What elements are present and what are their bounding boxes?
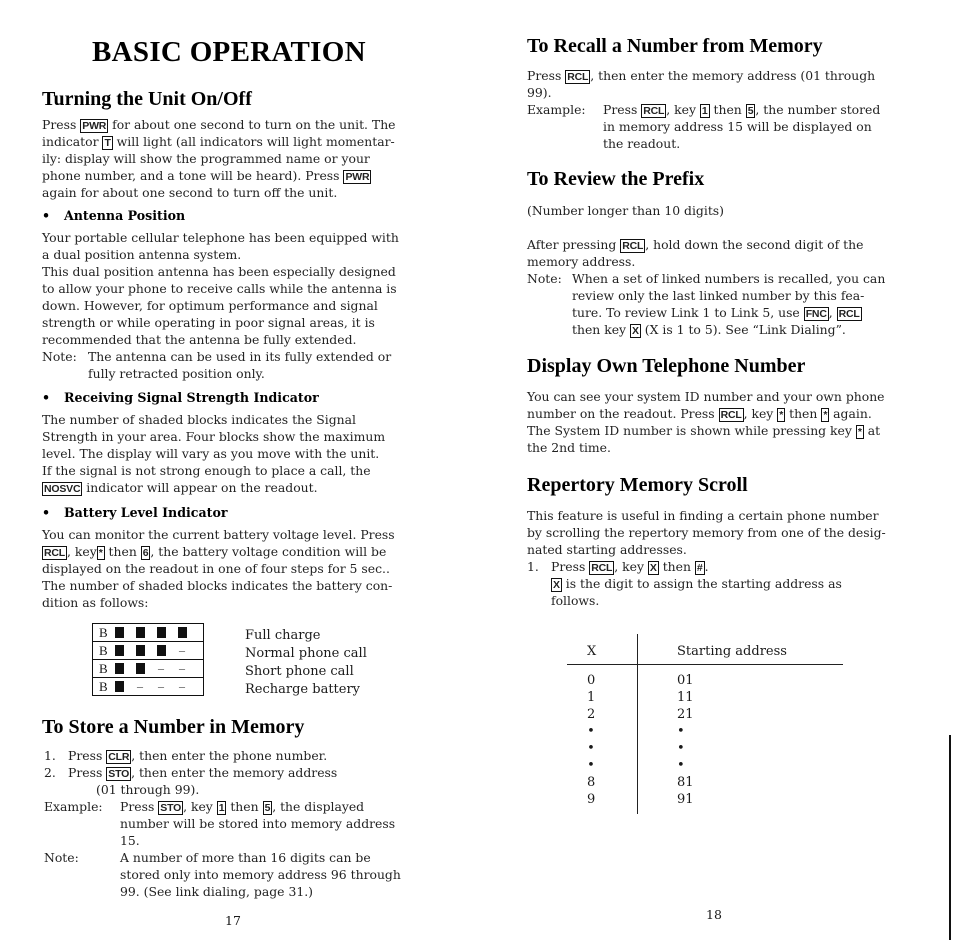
table-divider-horizontal <box>567 664 843 665</box>
battery-desc: Recharge battery <box>245 682 361 697</box>
heading-review-prefix: To Review the Prefix <box>527 168 705 190</box>
table-address-column <box>677 672 694 808</box>
battery-label: B <box>99 625 108 640</box>
battery-block-empty: – <box>179 661 185 675</box>
heading-recall-number: To Recall a Number from Memory <box>527 35 823 57</box>
heading-display-own-number: Display Own Telephone Number <box>527 355 806 377</box>
rcl-key-icon: RCL <box>591 562 613 574</box>
table-cell: • <box>587 724 595 739</box>
battery-block-filled <box>115 681 124 692</box>
sto-key-icon: STO <box>108 768 130 780</box>
table-cell: 11 <box>677 690 694 705</box>
battery-row <box>93 678 203 695</box>
x-key-icon: X <box>632 325 639 337</box>
battery-block-empty: – <box>179 643 185 657</box>
battery-block-filled <box>178 627 187 638</box>
scroll-paragraph: This feature is useful in finding a certain phone number by scrolling the repertory memory from one of the desig- nated starting addresses. <box>527 508 886 557</box>
scroll-step: Press RCL , key X then # . X is the digit to assign the starting address as follows. <box>551 559 842 608</box>
signal-paragraph: The number of shaded blocks indicates the Signal Strength in your area. Four blocks show the maximum level. The display will vary as you move with the unit. If the signal is not strong enough to place a call, the NOSVC indicator will appear on the readout. <box>42 412 386 495</box>
own-number-paragraph: You can see your system ID number and your own phone number on the readout. Press RCL , key * then * again. The System ID number is shown while pressing key * at the 2nd time. <box>527 389 885 455</box>
battery-label: B <box>99 661 108 676</box>
fnc-key-icon: FNC <box>805 308 827 320</box>
heading-turning-on-off: Turning the Unit On/Off <box>42 88 252 110</box>
store-note: A number of more than 16 digits can be stored only into memory address 96 through 99. (See link dialing, page 31.) <box>120 850 401 899</box>
antenna-heading: • Antenna Position <box>42 208 185 223</box>
battery-level-table <box>92 623 204 696</box>
recall-paragraph: Press RCL , then enter the memory address (01 through 99). <box>527 68 876 100</box>
t-indicator-icon: T <box>104 137 111 149</box>
table-cell: 0 <box>587 673 596 688</box>
table-cell: 01 <box>677 673 694 688</box>
table-cell: • <box>587 741 595 756</box>
battery-block-filled <box>115 627 124 638</box>
table-divider-vertical <box>637 634 638 814</box>
prefix-paragraph: After pressing RCL , hold down the second digit of the memory address. <box>527 237 864 269</box>
battery-block-empty: – <box>137 679 143 693</box>
page-edge-line <box>949 735 951 940</box>
rcl-key-icon: RCL <box>720 409 742 421</box>
clr-key-icon: CLR <box>108 751 130 763</box>
table-cell: • <box>677 724 685 739</box>
battery-row <box>93 660 203 678</box>
table-header-x: X <box>587 644 597 659</box>
battery-level-descriptions <box>245 627 367 699</box>
table-cell: 2 <box>587 707 596 722</box>
star-key-icon: * <box>857 426 862 438</box>
battery-block-filled <box>136 645 145 656</box>
rcl-key-icon: RCL <box>44 547 65 559</box>
no-service-indicator-icon: NOSVC <box>44 483 81 495</box>
table-cell: • <box>677 758 685 773</box>
battery-block-empty: – <box>158 679 164 693</box>
store-step1: Press CLR , then enter the phone number. <box>68 748 328 763</box>
pound-key-icon: # <box>696 562 703 574</box>
star-key-icon: * <box>98 547 103 559</box>
sto-key-icon: STO <box>160 802 182 814</box>
table-cell: 1 <box>587 690 596 705</box>
table-cell: 8 <box>587 775 596 790</box>
page-number-left: 17 <box>225 913 241 928</box>
table-x-column <box>587 672 595 808</box>
battery-block-empty: – <box>158 661 164 675</box>
x-key-icon: X <box>649 562 657 574</box>
power-paragraph: Press PWR for about one second to turn on the unit. The indicator T will light (all indicators will light momentar- ily: display will show the programmed name or your phone number, and a tone will be heard). Press PWR again for about one second to turn off the unit. <box>42 117 396 200</box>
six-key-icon: 6 <box>142 547 149 559</box>
store-step1-num: 1. <box>44 748 56 763</box>
five-key-icon: 5 <box>264 802 271 814</box>
table-header-address: Starting address <box>677 644 787 659</box>
battery-block-filled <box>136 663 145 674</box>
prefix-note-label: Note: <box>527 271 562 286</box>
table-cell: 21 <box>677 707 694 722</box>
battery-block-filled <box>115 645 124 656</box>
battery-label: B <box>99 679 108 694</box>
table-cell: 9 <box>587 792 596 807</box>
battery-block-filled <box>115 663 124 674</box>
antenna-note: The antenna can be used in its fully extended or fully retracted position only. <box>88 349 392 381</box>
signal-heading: • Receiving Signal Strength Indicator <box>42 390 319 405</box>
rcl-key-icon: RCL <box>567 71 589 83</box>
rcl-key-icon: RCL <box>622 240 644 252</box>
store-example: Press STO , key 1 then 5 , the displayed number will be stored into memory address 15. <box>120 799 396 848</box>
store-note-label: Note: <box>44 850 79 865</box>
battery-desc: Short phone call <box>245 664 354 679</box>
scroll-step-num: 1. <box>527 559 539 574</box>
prefix-subtitle: (Number longer than 10 digits) <box>527 203 724 218</box>
recall-example-label: Example: <box>527 102 586 117</box>
x-key-icon: X <box>553 579 560 591</box>
rcl-key-icon: RCL <box>838 308 860 320</box>
store-example-label: Example: <box>44 799 103 814</box>
battery-row <box>93 642 203 660</box>
prefix-note: When a set of linked numbers is recalled, you can review only the last linked number by this fea- ture. To review Link 1 to Link 5, use FNC , RCL then key X (X is 1 to 5). See “Link Dialing”. <box>572 271 886 337</box>
table-cell: • <box>677 741 685 756</box>
one-key-icon: 1 <box>701 105 708 117</box>
battery-label: B <box>99 643 108 658</box>
pwr-key-icon: PWR <box>82 120 107 132</box>
battery-desc: Full charge <box>245 628 321 643</box>
page-title: BASIC OPERATION <box>92 36 366 68</box>
table-cell: • <box>587 758 595 773</box>
rcl-key-icon: RCL <box>643 105 665 117</box>
five-key-icon: 5 <box>747 105 754 117</box>
battery-heading: • Battery Level Indicator <box>42 505 227 520</box>
battery-block-empty: – <box>179 679 185 693</box>
star-key-icon: * <box>823 409 828 421</box>
page-number-right: 18 <box>706 907 722 922</box>
store-step2: Press STO , then enter the memory address (01 through 99). <box>68 765 338 797</box>
recall-example: Press RCL , key 1 then 5 , the number stored in memory address 15 will be displayed on the readout. <box>603 102 881 151</box>
star-key-icon: * <box>779 409 784 421</box>
battery-row <box>93 624 203 642</box>
battery-block-filled <box>136 627 145 638</box>
heading-store-number: To Store a Number in Memory <box>42 716 305 738</box>
pwr-key-icon: PWR <box>345 171 370 183</box>
table-cell: 91 <box>677 792 694 807</box>
battery-block-filled <box>157 645 166 656</box>
heading-repertory-scroll: Repertory Memory Scroll <box>527 474 748 496</box>
table-cell: 81 <box>677 775 694 790</box>
battery-desc: Normal phone call <box>245 646 367 661</box>
antenna-note-label: Note: <box>42 349 77 364</box>
battery-block-filled <box>157 627 166 638</box>
antenna-paragraph: Your portable cellular telephone has been equipped with a dual position antenna system. This dual position antenna has been especially designed to allow your phone to receive calls while the antenna is down. However, for optimum performance and signal strength or while operating in poor signal areas, it is recommended that the antenna be fully extended. <box>42 230 399 347</box>
one-key-icon: 1 <box>218 802 225 814</box>
battery-paragraph: You can monitor the current battery voltage level. Press RCL , key * then 6 , the battery voltage condition will be displayed on the readout in one of four steps for 5 sec.. The number of shaded blocks indicates the battery con- dition as follows: <box>42 527 395 610</box>
store-step2-num: 2. <box>44 765 56 780</box>
